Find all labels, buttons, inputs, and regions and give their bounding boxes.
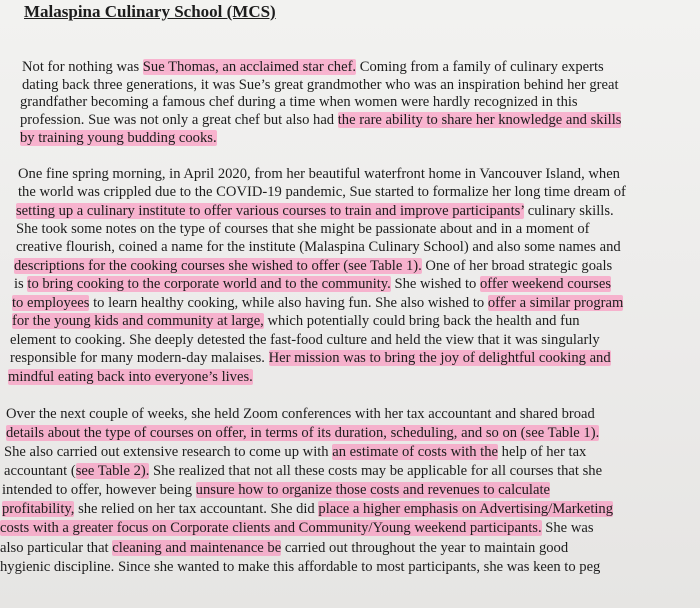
text-segment: responsible for many modern-day malaises.	[10, 350, 269, 366]
highlighted-text: unsure how to organize those costs and revenues to calculate	[195, 482, 550, 498]
highlighted-text: place a higher emphasis on Advertising/Marketing	[318, 501, 614, 517]
text-line	[14, 257, 612, 275]
text-line	[20, 129, 217, 147]
highlighted-text: offer a similar program	[487, 295, 624, 311]
text-segment: the world was crippled due to the COVID-19 pandemic, Sue started to formalize her long time dream of	[18, 184, 626, 200]
text-segment: is	[14, 276, 28, 292]
text-segment: element to cooking. She deeply detested the fast-food culture and held the view that it was singularly	[10, 332, 600, 348]
text-line	[4, 443, 586, 461]
text-line	[10, 349, 611, 367]
document-title: Malaspina Culinary School (MCS)	[24, 2, 276, 21]
text-line	[12, 294, 623, 312]
text-line	[6, 424, 599, 442]
text-line	[18, 183, 626, 201]
text-segment: She wished to	[390, 276, 480, 292]
text-line	[2, 481, 550, 499]
text-line	[16, 220, 590, 238]
text-segment: Not for nothing was	[22, 59, 143, 75]
text-line	[0, 519, 594, 537]
highlighted-text: offer weekend courses	[480, 276, 612, 292]
highlighted-text: by training young budding cooks.	[20, 130, 217, 146]
text-line	[0, 558, 600, 576]
highlighted-text: Sue Thomas, an acclaimed star chef.	[142, 59, 357, 75]
text-line	[14, 275, 611, 293]
text-line	[6, 405, 595, 423]
highlighted-text: an estimate of costs with the	[332, 444, 499, 460]
text-segment: grandfather becoming a famous chef during a time when women were hardly recognized in this	[20, 94, 578, 110]
highlighted-text: see Table 2).	[75, 463, 150, 479]
highlighted-text: costs with a greater focus on Corporate clients and Community/Young weekend participants.	[0, 520, 542, 536]
text-segment: to learn healthy cooking, while also having fun. She also wished to	[89, 295, 488, 311]
text-segment: also particular that	[0, 540, 113, 556]
text-line	[22, 58, 604, 76]
text-segment: Over the next couple of weeks, she held Zoom conferences with her tax accountant and shared broad	[6, 406, 595, 422]
highlighted-text: details about the type of courses on offer, in terms of its duration, scheduling, and so on (see Table 1).	[6, 425, 600, 441]
text-line	[22, 76, 619, 94]
text-segment: which potentially could bring back the health and fun	[263, 313, 580, 329]
highlighted-text: mindful eating back into everyone’s lives.	[8, 369, 253, 385]
text-line	[16, 238, 621, 256]
text-line	[16, 202, 614, 220]
text-segment: carried out throughout the year to maintain good	[281, 540, 569, 556]
text-line	[20, 111, 621, 129]
text-line	[10, 331, 600, 349]
text-line	[8, 368, 253, 386]
text-line	[0, 539, 568, 557]
text-segment: One of her broad strategic goals	[421, 258, 613, 274]
text-segment: intended to offer, however being	[2, 482, 196, 498]
text-segment: She took some notes on the type of courses that she might be passionate about and in a moment of	[16, 221, 590, 237]
highlighted-text: the rare ability to share her knowledge and skills	[337, 112, 622, 128]
highlighted-text: to employees	[12, 295, 90, 311]
highlighted-text: setting up a culinary institute to offer various courses to train and improve participants’	[16, 203, 525, 219]
highlighted-text: for the young kids and community at large,	[12, 313, 264, 329]
text-segment: she relied on her tax accountant. She did	[74, 501, 319, 517]
text-segment: accountant (	[4, 463, 76, 479]
text-segment: hygienic discipline. Since she wanted to make this affordable to most participants, she was keen to peg	[0, 559, 601, 575]
text-segment: profession. Sue was not only a great chef but also had	[20, 112, 338, 128]
highlighted-text: to bring cooking to the corporate world and to the community.	[27, 276, 391, 292]
text-segment: She realized that not all these costs may be applicable for all courses that she	[149, 463, 603, 479]
text-line	[18, 165, 620, 183]
highlighted-text: cleaning and maintenance be	[112, 540, 282, 556]
text-segment: help of her tax	[498, 444, 587, 460]
text-line	[20, 93, 578, 111]
text-line	[4, 462, 602, 480]
highlighted-text: descriptions for the cooking courses she wished to offer (see Table 1).	[14, 258, 422, 274]
text-segment: She also carried out extensive research to come up with	[4, 444, 333, 460]
text-line	[12, 312, 580, 330]
text-line	[2, 500, 613, 518]
text-segment: dating back three generations, it was Sue’s great grandmother who was an inspiration behind her great	[22, 77, 619, 93]
text-segment: She was	[541, 520, 594, 536]
highlighted-text: Her mission was to bring the joy of delightful cooking and	[268, 350, 611, 366]
text-segment: Coming from a family of culinary experts	[356, 59, 604, 75]
text-segment: One fine spring morning, in April 2020, from her beautiful waterfront home in Vancouver Island, when	[18, 166, 620, 182]
highlighted-text: profitability,	[2, 501, 75, 517]
text-segment: culinary skills.	[524, 203, 614, 219]
text-segment: creative flourish, coined a name for the institute (Malaspina Culinary School) and also some names and	[16, 239, 621, 255]
